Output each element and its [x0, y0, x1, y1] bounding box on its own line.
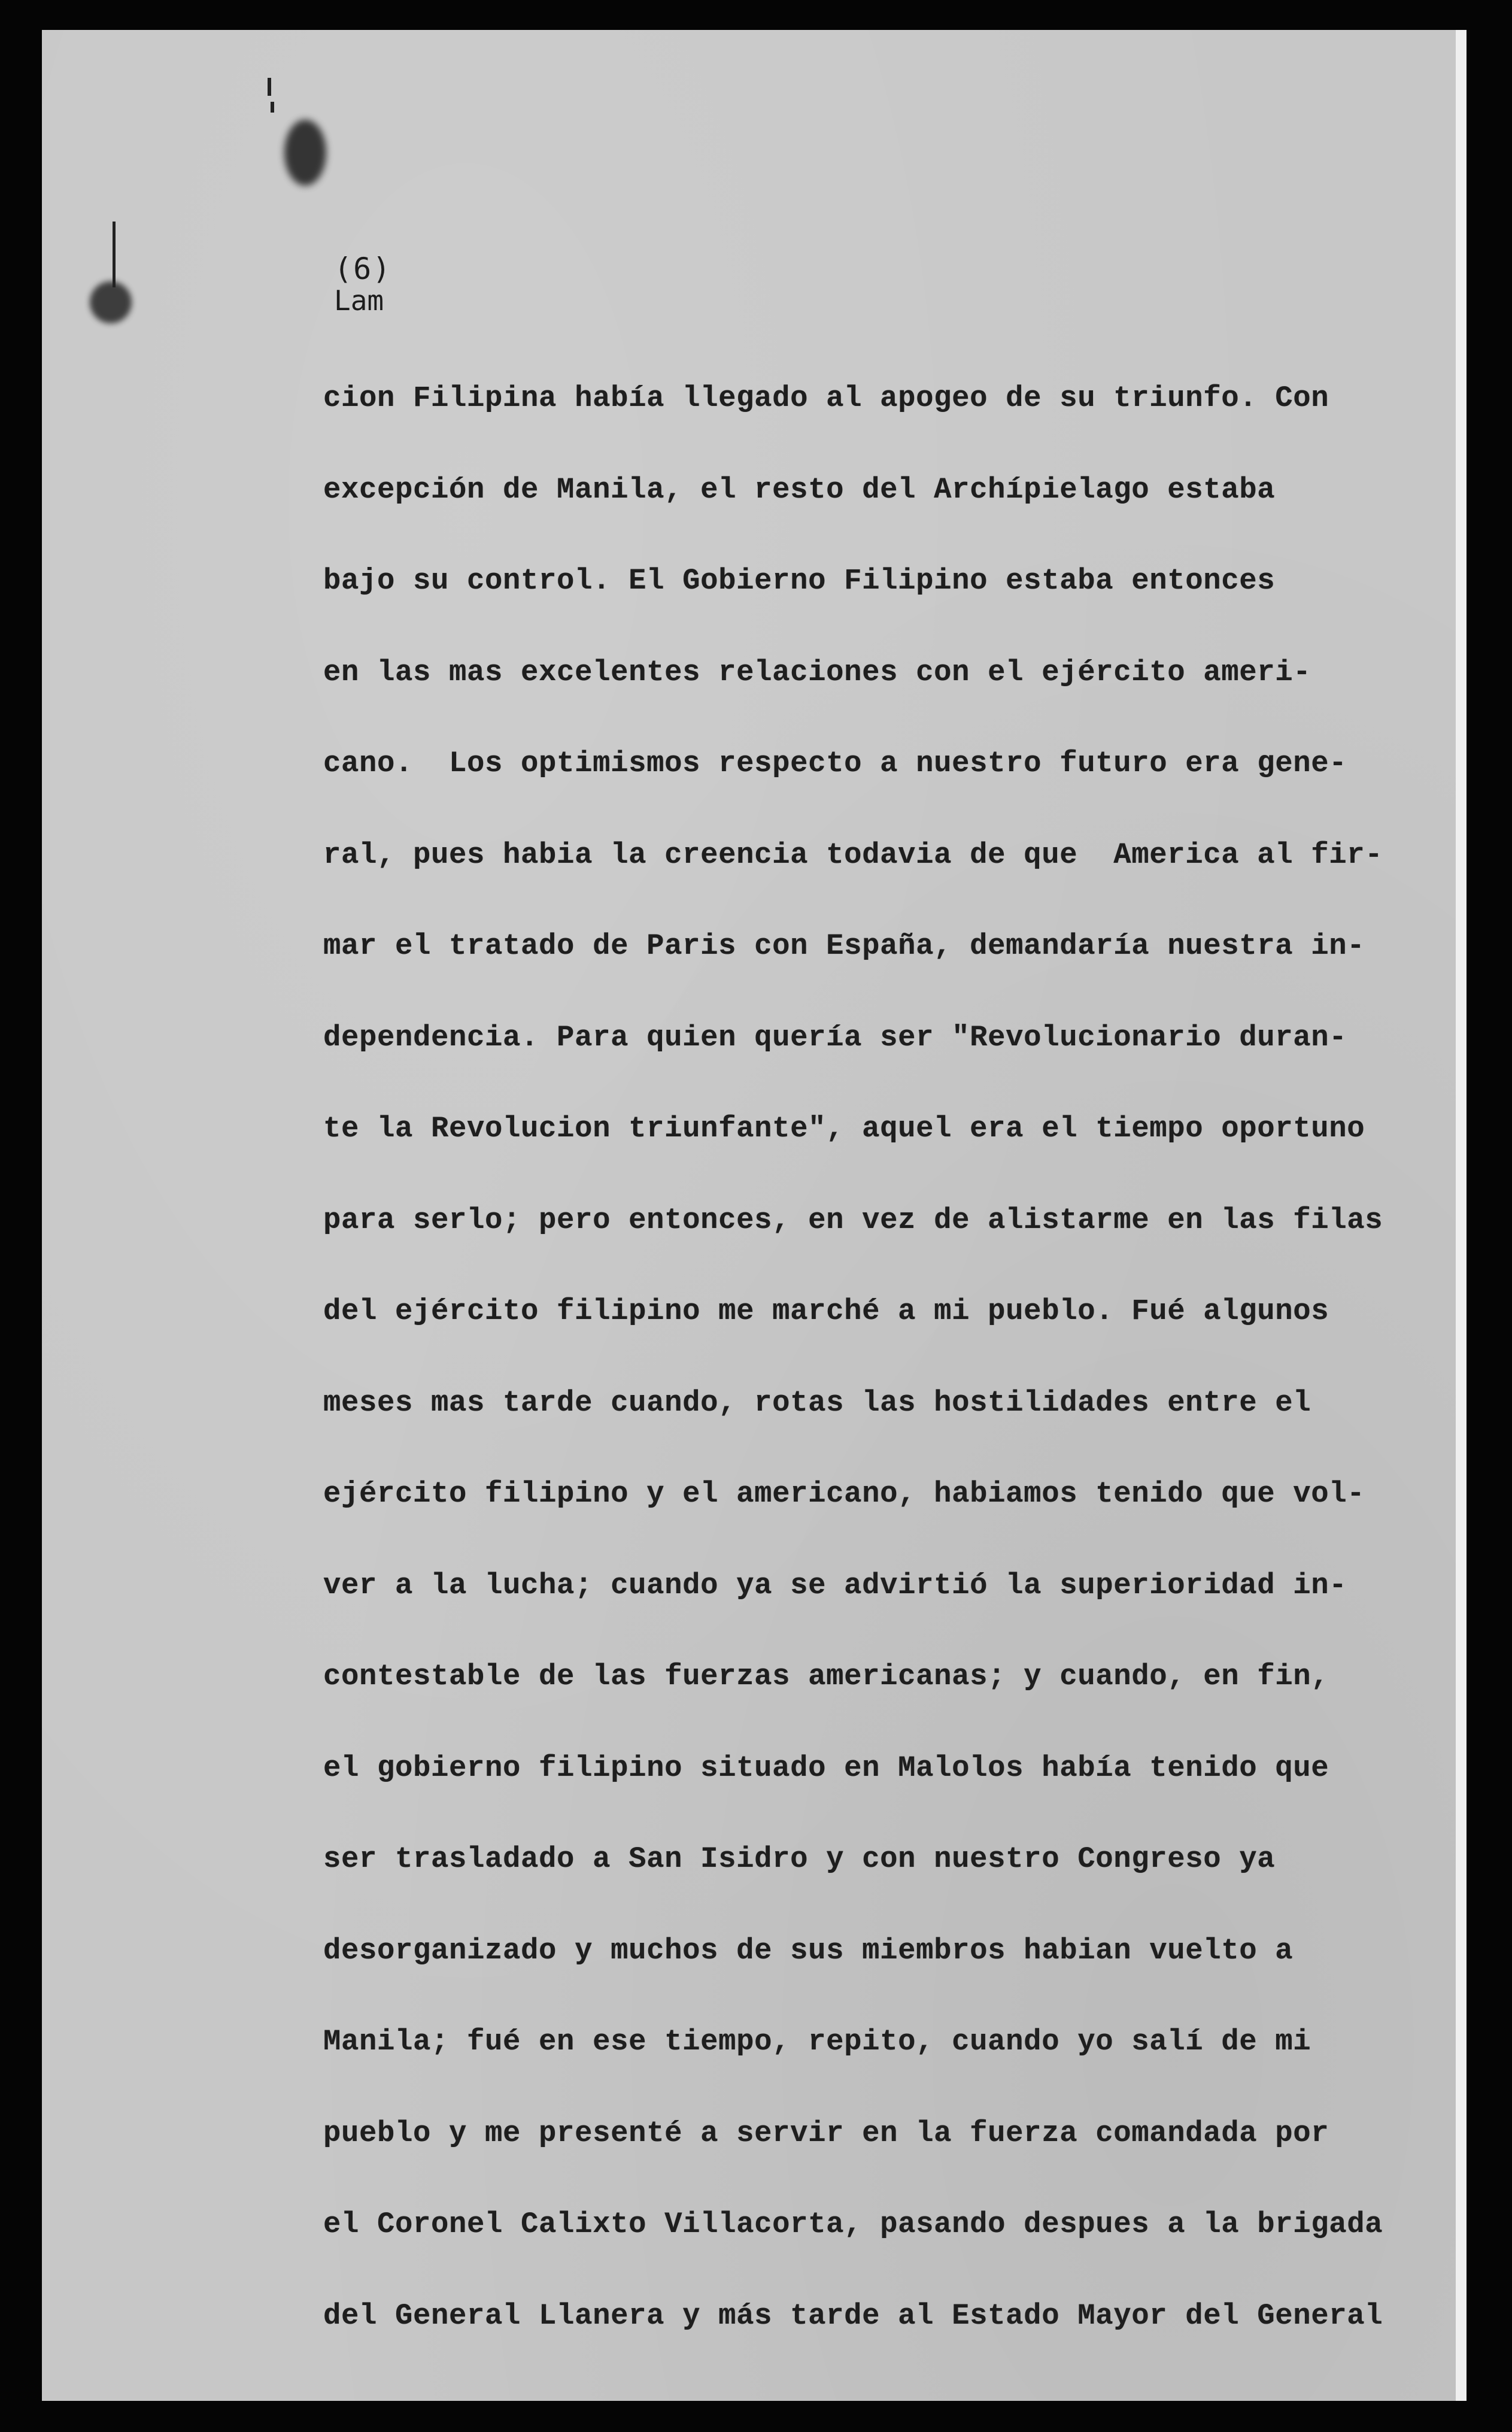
punch-hole-mark	[284, 120, 326, 186]
text-line: el Coronel Calixto Villacorta, pasando despues a la brigada	[323, 2207, 1383, 2241]
text-line: mar el tratado de Paris con España, demandaría nuestra in-	[323, 929, 1365, 963]
text-line: pueblo y me presenté a servir en la fuerza comandada por	[323, 2116, 1329, 2150]
text-line: bajo su control. El Gobierno Filipino estaba entonces	[323, 564, 1276, 598]
catchword: Lam	[334, 284, 384, 317]
page-number: (6)	[334, 251, 392, 286]
text-line: excepción de Manila, el resto del Archípielago estaba	[323, 472, 1276, 507]
text-line: contestable de las fuerzas americanas; y cuando, en fin,	[323, 1660, 1329, 1693]
text-line: Manila; fué en ese tiempo, repito, cuando yo salí de mi	[323, 2025, 1311, 2058]
text-line: ser trasladado a San Isidro y con nuestro Congreso ya	[323, 1842, 1276, 1876]
text-line: cion Filipina había llegado al apogeo de su triunfo. Con	[323, 381, 1329, 415]
text-line: desorganizado y muchos de sus miembros habian vuelto a	[323, 1933, 1294, 1967]
text-line: ver a la lucha; cuando ya se advirtió la superioridad in-	[323, 1568, 1347, 1602]
ink-blot-mark	[90, 281, 132, 323]
text-line: te la Revolucion triunfante", aquel era el tiempo oportuno	[323, 1112, 1365, 1145]
text-line: meses mas tarde cuando, rotas las hostilidades entre el	[323, 1385, 1311, 1420]
text-line: ejército filipino y el americano, habiamos tenido que vol-	[323, 1477, 1365, 1511]
text-line: del ejército filipino me marché a mi pueblo. Fué algunos	[323, 1294, 1329, 1328]
text-line: para serlo; pero entonces, en vez de alistarme en las filas	[323, 1203, 1383, 1237]
text-line: del General Llanera y más tarde al Estado Mayor del General	[323, 2298, 1383, 2333]
text-line: el gobierno filipino situado en Malolos había tenido que	[323, 1751, 1329, 1785]
text-line: en las mas excelentes relaciones con el ejército ameri-	[323, 655, 1311, 689]
margin-mark	[271, 102, 274, 113]
typewritten-page	[42, 30, 1467, 2401]
margin-mark	[113, 222, 116, 287]
text-line: ral, pues habia la creencia todavia de que America al fir-	[323, 838, 1383, 872]
text-line: dependencia. Para quien quería ser "Revolucionario duran-	[323, 1020, 1347, 1054]
text-line: cano. Los optimismos respecto a nuestro futuro era gene-	[323, 747, 1347, 780]
margin-mark	[268, 78, 271, 96]
body-text	[323, 377, 1413, 2386]
